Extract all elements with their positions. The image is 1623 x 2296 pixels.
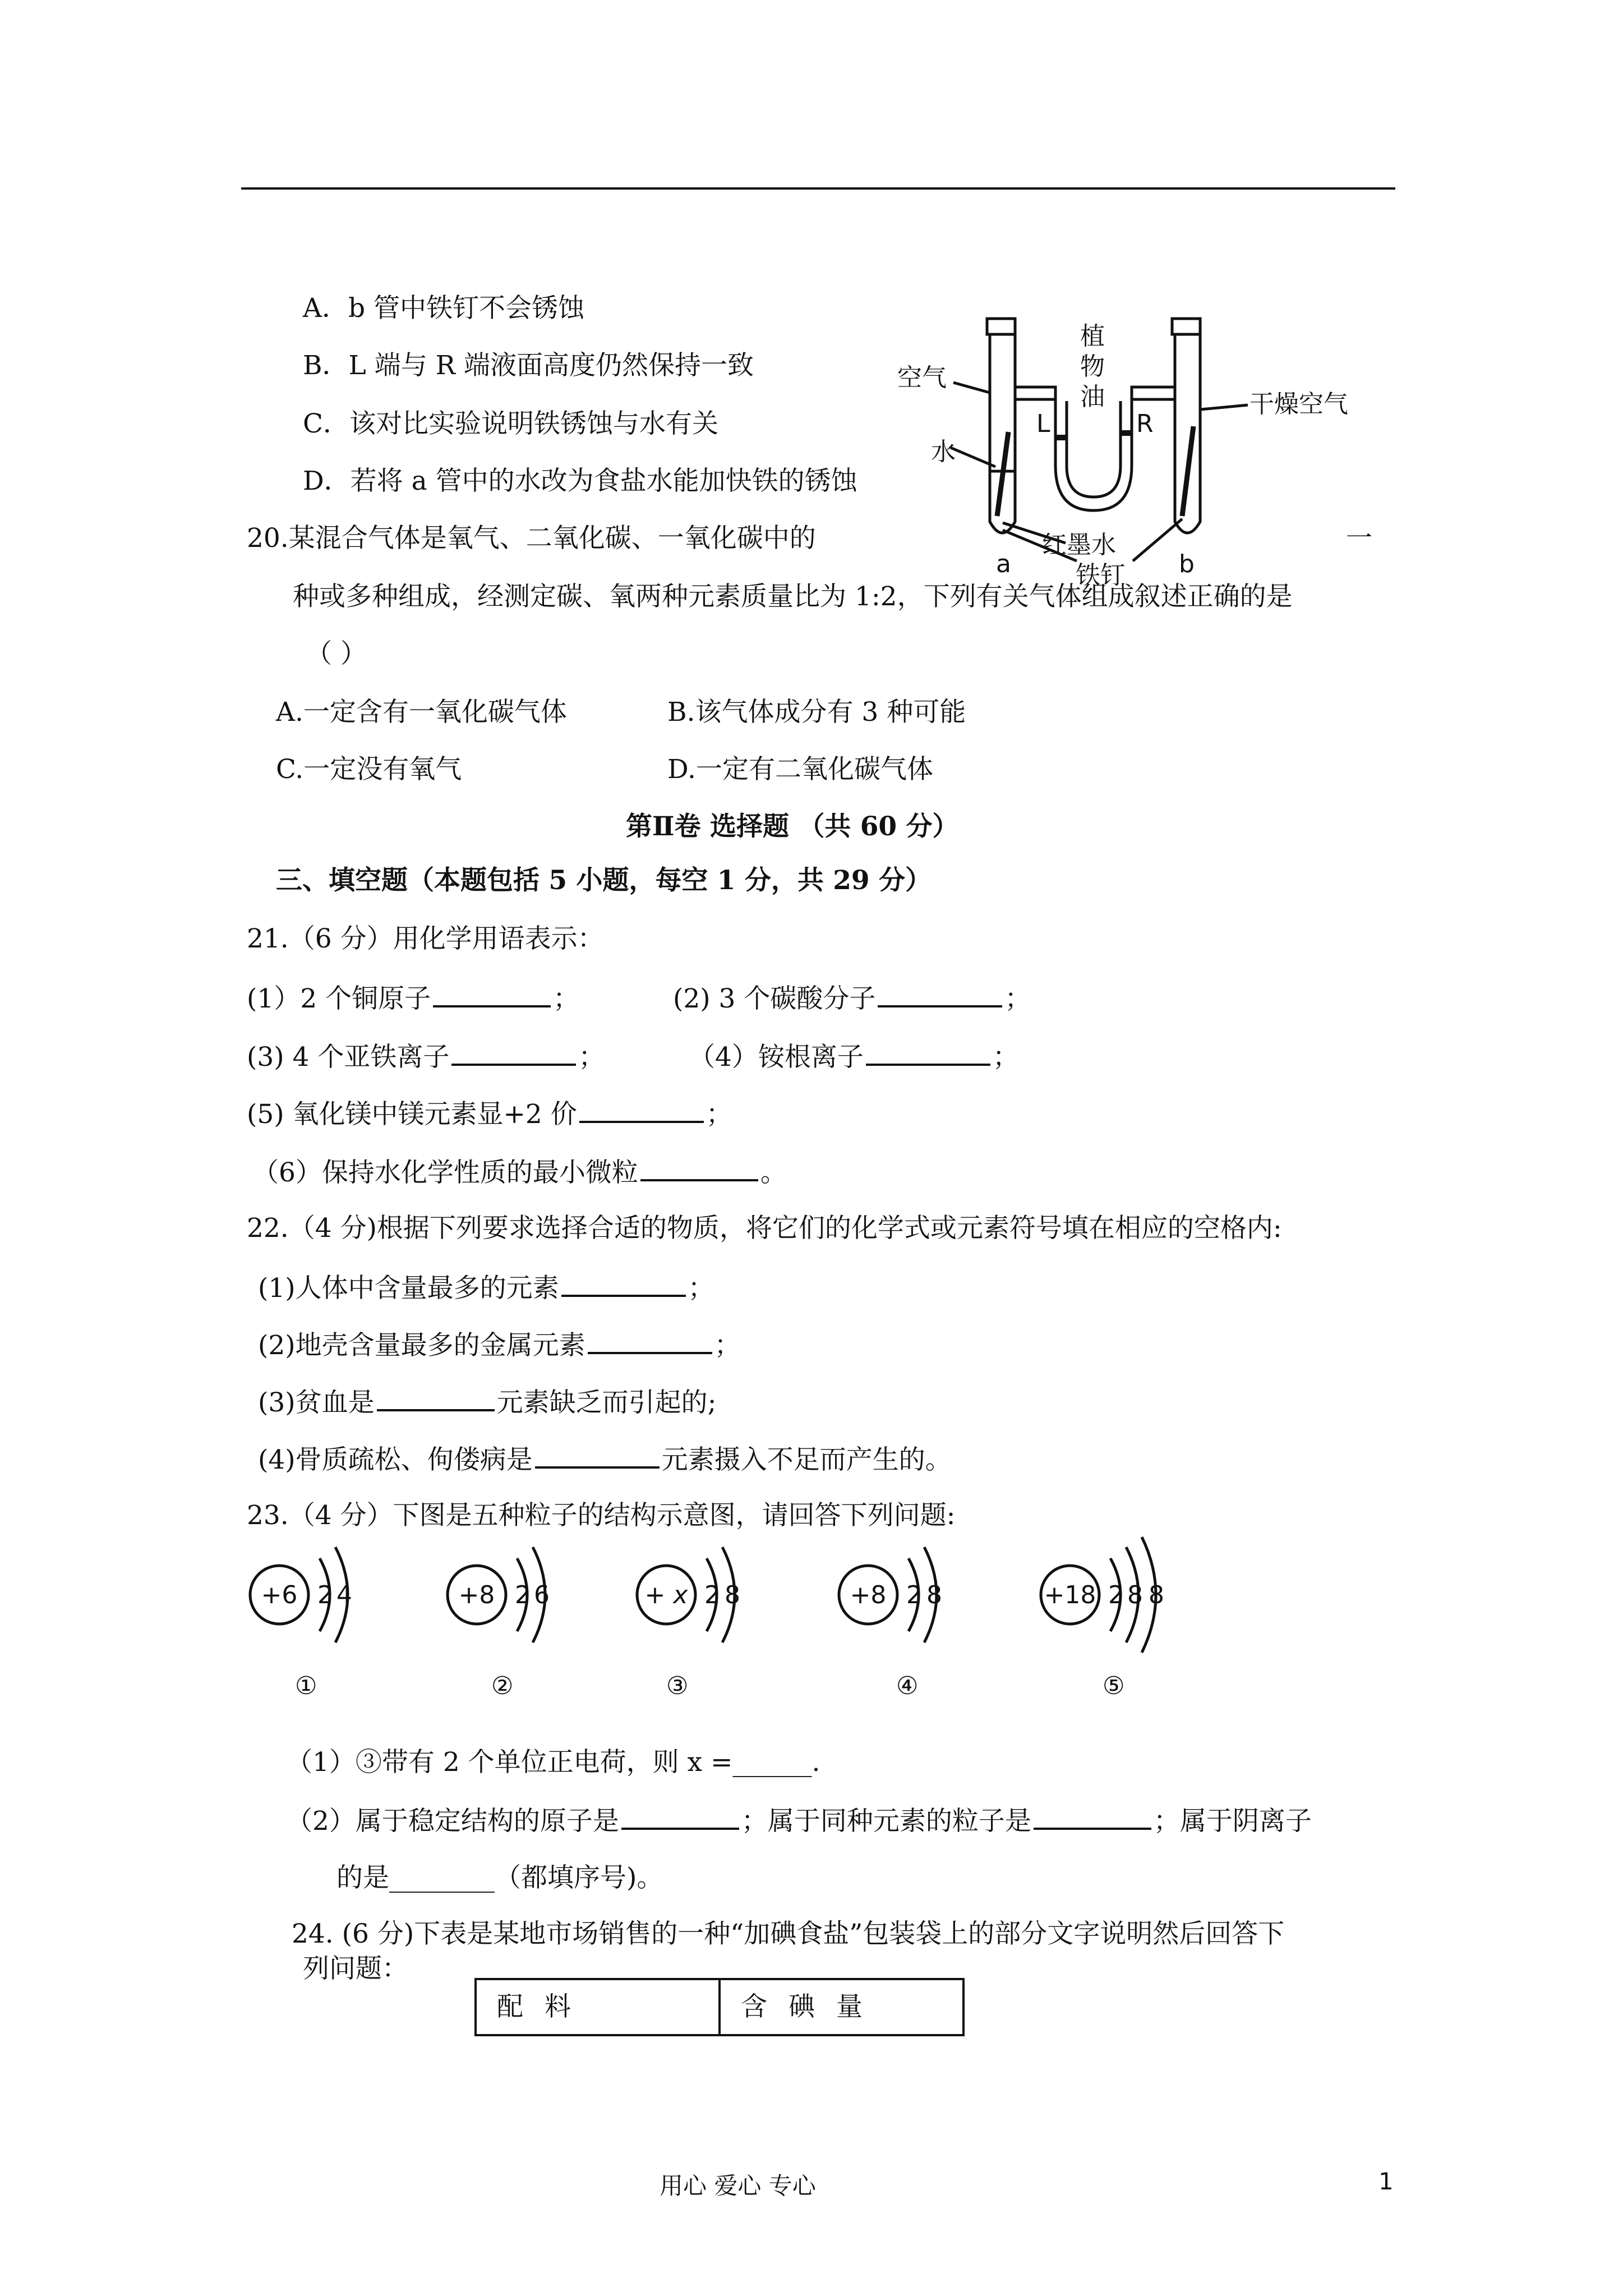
- answer-blank[interactable]: [433, 981, 551, 1007]
- p1-shell1: 2: [317, 1581, 333, 1609]
- page-number: 1: [1378, 2168, 1394, 2195]
- label-plant-oil-3: 油: [1080, 383, 1105, 411]
- q19-option-d: D．若将 a 管中的水改为食盐水能加快铁的锈蚀: [303, 466, 857, 496]
- footer-motto: 用心 爱心 专心: [660, 2172, 816, 2200]
- p5-shell3: 8: [1149, 1581, 1164, 1609]
- label-tube-b: b: [1179, 550, 1195, 578]
- p4-nucleus: +8: [850, 1581, 887, 1609]
- answer-blank[interactable]: [588, 1327, 712, 1354]
- p4-shell1: 2: [906, 1581, 922, 1609]
- label-R: R: [1136, 409, 1154, 438]
- p1-nucleus: +6: [261, 1581, 298, 1609]
- label-water: 水: [931, 438, 956, 466]
- section3-title: 三、填空题（本题包括 5 小题，每空 1 分，共 29 分）: [276, 865, 932, 896]
- q23-sub1: （1）③带有 2 个单位正电荷，则 x =______.: [286, 1747, 820, 1778]
- label-dry-air: 干燥空气: [1249, 390, 1348, 418]
- q20-answer-paren: （ ）: [306, 638, 367, 669]
- p1-label: ①: [295, 1672, 317, 1700]
- q21-item6: （6）保持水化学性质的最小微粒 。: [252, 1154, 787, 1190]
- p2-nucleus: +8: [458, 1581, 495, 1609]
- q22-item2: (2)地壳含量最多的金属元素 ；: [258, 1327, 741, 1363]
- q19-option-b: B．L 端与 R 端液面高度仍然保持一致: [303, 350, 754, 381]
- q21-item5: (5) 氧化镁中镁元素显+2 价 ；: [247, 1096, 732, 1131]
- table-header-ingredients: 配料: [497, 1991, 592, 2022]
- label-red-ink: 红墨水: [1042, 531, 1116, 559]
- q20-option-b: B.该气体成分有 3 种可能: [667, 697, 966, 728]
- answer-blank[interactable]: [866, 1039, 990, 1066]
- label-L: L: [1036, 409, 1050, 438]
- p2-shell1: 2: [515, 1581, 531, 1609]
- p2-label: ②: [491, 1672, 514, 1700]
- label-plant-oil-2: 物: [1080, 352, 1105, 381]
- q21-item3: (3) 4 个亚铁离子 ；: [247, 1039, 605, 1074]
- q23-stem: 23.（4 分）下图是五种粒子的结构示意图，请回答下列问题:: [247, 1500, 956, 1531]
- part2-title: 第Ⅱ卷 选择题 （共 60 分）: [626, 811, 959, 842]
- answer-blank[interactable]: [451, 1039, 576, 1066]
- iodized-salt-table: [474, 1978, 965, 2036]
- p4-label: ④: [896, 1672, 919, 1700]
- q22-item3: (3)贫血是 元素缺乏而引起的;: [258, 1384, 716, 1420]
- table-header-iodine-content: 含碘量: [718, 1980, 962, 2034]
- q22-item1: (1)人体中含量最多的元素 ；: [258, 1270, 714, 1305]
- q21-item1: (1）2 个铜原子 ；: [247, 981, 579, 1016]
- particle-structure-diagrams: [241, 1537, 1251, 1705]
- p4-shell2: 8: [926, 1581, 942, 1609]
- q22-item4: (4)骨质疏松、佝偻病是 元素摄入不足而产生的。: [258, 1442, 952, 1477]
- answer-blank[interactable]: [561, 1270, 686, 1297]
- q21-item2: (2) 3 个碳酸分子 ；: [673, 981, 1031, 1016]
- header-rule: [241, 187, 1395, 190]
- q20-stem-tail: 一: [1346, 523, 1372, 554]
- q19-option-c: C．该对比实验说明铁锈蚀与水有关: [303, 408, 718, 439]
- p2-shell2: 6: [534, 1581, 550, 1609]
- q21-stem: 21.（6 分）用化学用语表示：: [247, 923, 604, 954]
- p5-shell2: 8: [1127, 1581, 1143, 1609]
- label-plant-oil-1: 植: [1080, 322, 1105, 351]
- p5-nucleus: +18: [1044, 1581, 1096, 1609]
- answer-blank[interactable]: [640, 1154, 758, 1181]
- q23-sub2: （2）属于稳定结构的原子是 ；属于同种元素的粒子是 ；属于阴离子: [286, 1803, 1312, 1838]
- p1-shell2: 4: [336, 1581, 352, 1609]
- q20-option-d: D.一定有二氧化碳气体: [667, 754, 933, 785]
- answer-blank[interactable]: [878, 981, 1002, 1007]
- answer-blank[interactable]: [535, 1442, 660, 1469]
- q21-item4: （4）铵根离子 ；: [689, 1039, 1019, 1074]
- rust-experiment-figure: [897, 303, 1348, 606]
- p5-shell1: 2: [1108, 1581, 1124, 1609]
- q20-stem-line2: 种或多种组成，经测定碳、氧两种元素质量比为 1:2，下列有关气体组成叙述正确的是: [293, 581, 1293, 612]
- answer-blank[interactable]: [1034, 1803, 1151, 1830]
- p3-shell2: 8: [725, 1581, 740, 1609]
- label-air: 空气: [897, 364, 947, 392]
- q19-option-a: A．b 管中铁钉不会锈蚀: [303, 293, 584, 324]
- label-tube-a: a: [996, 550, 1011, 578]
- answer-blank[interactable]: [377, 1384, 495, 1411]
- q20-stem-line1: 20.某混合气体是氧气、二氧化碳、一氧化碳中的: [247, 523, 816, 554]
- p3-shell1: 2: [704, 1581, 720, 1609]
- label-iron-nail: 铁钉: [1076, 561, 1125, 590]
- answer-blank[interactable]: [579, 1096, 704, 1123]
- answer-blank[interactable]: [621, 1803, 739, 1830]
- q24-stem-line1: 24. (6 分)下表是某地市场销售的一种“加碘食盐”包装袋上的部分文字说明然后回答下: [292, 1918, 1285, 1949]
- q22-stem: 22.（4 分)根据下列要求选择合适的物质，将它们的化学式或元素符号填在相应的空格内:: [247, 1213, 1282, 1244]
- p3-nucleus: + x: [644, 1581, 688, 1609]
- p5-label: ⑤: [1103, 1672, 1125, 1700]
- q23-sub2-cont: 的是________（都填序号)。: [336, 1862, 663, 1893]
- q20-option-a: A.一定含有一氧化碳气体: [276, 697, 567, 728]
- q20-option-c: C.一定没有氧气: [276, 754, 462, 785]
- q24-stem-line2: 列问题：: [303, 1953, 408, 1984]
- p3-label: ③: [666, 1672, 689, 1700]
